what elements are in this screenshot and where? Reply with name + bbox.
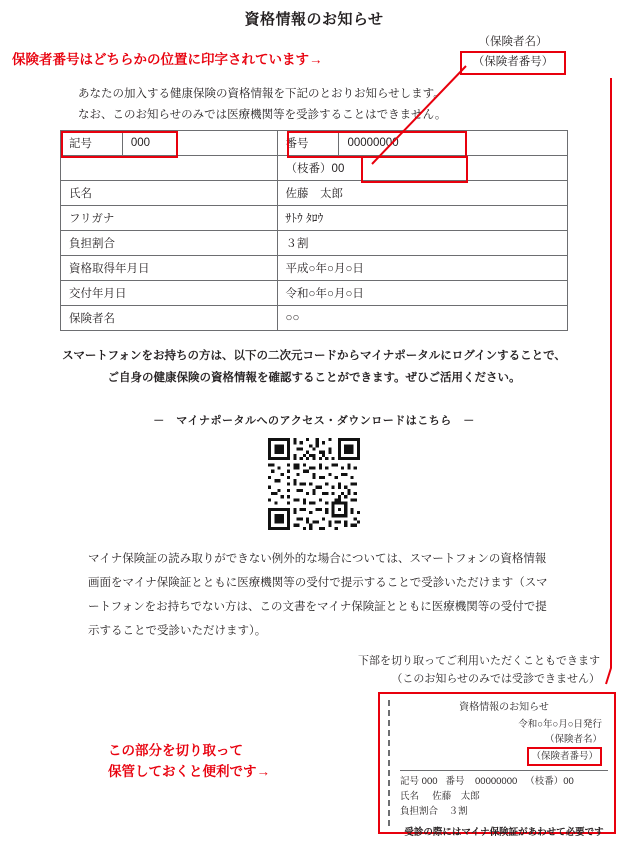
stub-row-futan: [400, 804, 608, 819]
stub-content: [388, 700, 608, 838]
cell-label-furigana: フリガナ: [61, 206, 278, 231]
promo-line-1: スマートフォンをお持ちの方は、以下の二次元コードからマイナポータルにログインすることで、: [62, 350, 566, 362]
stub-title: 資格情報のお知らせ: [459, 702, 549, 713]
table-row: [61, 131, 568, 156]
table-row: [61, 256, 568, 281]
insurer-number-label: （保険者番号）: [460, 51, 566, 75]
cell-bangou-value: 00000000: [339, 131, 568, 156]
cell-empty: [61, 156, 278, 181]
page-title: 資格情報のお知らせ: [244, 11, 384, 28]
insurer-name-label: （保険者名）: [478, 36, 548, 48]
stub-kigo-label: 記号: [400, 776, 420, 787]
cell-value-furigana: ｻﾄｳ ﾀﾛｳ: [277, 206, 567, 231]
cell-bangou-label: 番号: [277, 131, 339, 156]
cell-value-futan: ３割: [277, 231, 567, 256]
promo-line-2: ご自身の健康保険の資格情報を確認することができます。ぜひご活用ください。: [107, 372, 521, 384]
stub-issue-date: 令和○年○月○日発行: [518, 719, 602, 730]
qualification-table: [60, 130, 568, 331]
stub-insurer-name: （保険者名）: [544, 734, 602, 745]
table-row: [61, 206, 568, 231]
stub-divider: [400, 770, 608, 771]
cut-notice-line-2: （このお知らせのみでは受診できません）: [391, 673, 600, 685]
cell-value-hokensha: ○○: [277, 306, 567, 331]
stub-insurer-number: （保険者番号）: [527, 747, 602, 766]
qr-code-icon: [268, 438, 360, 530]
table-row: [61, 156, 568, 181]
table-row: [61, 281, 568, 306]
annotation-insurer-number: 保険者番号はどちらかの位置に印字されています→: [12, 52, 323, 67]
stub-insurer-number-wrap: [400, 747, 608, 766]
stub-name-value: 佐藤 太郎: [432, 791, 480, 802]
cell-label-hokensha: 保険者名: [61, 306, 278, 331]
stub-futan-value: ３割: [448, 806, 468, 817]
cell-value-name: 佐藤 太郎: [277, 181, 567, 206]
table-row: [61, 231, 568, 256]
cell-kigo-label: 記号: [61, 131, 123, 156]
detachable-stub: [378, 692, 616, 838]
intro-text: [78, 84, 446, 126]
stub-edaban: （枝番）00: [525, 776, 574, 787]
cell-label-name: 氏名: [61, 181, 278, 206]
cell-label-futan: 負担割合: [61, 231, 278, 256]
annotation-cut-here: [108, 740, 270, 782]
qr-code[interactable]: [268, 438, 360, 530]
intro-line-2: なお、このお知らせのみでは医療機関等を受診することはできません。: [78, 109, 447, 121]
exception-paragraph: マイナ保険証の読み取りができない例外的な場合については、スマートフォンの資格情報画面をマイナ保険証とともに医療機関等の受付で提示することで受診いただけます（スマートフォンをお持ちでない方は、この文書をマイナ保険証とともに医療機関等の受付で提示することで受診いただけます）。: [88, 553, 548, 637]
stub-futan-label: 負担割合: [400, 806, 439, 817]
table-row: [61, 306, 568, 331]
promo-text: [0, 345, 628, 389]
cell-value-shikaku: 平成○年○月○日: [277, 256, 567, 281]
cell-edaban-value: （枝番）00: [277, 156, 567, 181]
stub-footer-note: 受診の際にはマイナ保険証があわせて必要です: [404, 827, 604, 838]
cell-label-kofu: 交付年月日: [61, 281, 278, 306]
annotation-cut-line-2: 保管しておくと便利です→: [108, 764, 270, 779]
stub-kigo-value: 000: [421, 776, 438, 787]
cut-notice: [300, 652, 600, 688]
cut-notice-line-1: 下部を切り取ってご利用いただくこともできます: [358, 655, 600, 667]
cell-value-kofu: 令和○年○月○日: [277, 281, 567, 306]
stub-rows: [400, 774, 608, 819]
stub-bangou-label: 番号: [445, 776, 465, 787]
stub-row-number: [400, 774, 608, 789]
insurer-callout: [460, 34, 566, 75]
stub-name-label: 氏名: [400, 791, 420, 802]
table-row: [61, 181, 568, 206]
cell-label-shikaku: 資格取得年月日: [61, 256, 278, 281]
portal-access-line: － マイナポータルへのアクセス・ダウンロードはこちら －: [153, 415, 475, 427]
intro-line-1: あなたの加入する健康保険の資格情報を下記のとおりお知らせします。: [78, 88, 445, 100]
stub-row-name: [400, 789, 608, 804]
annotation-cut-line-1: この部分を切り取って: [108, 743, 243, 758]
cell-kigo-value: 000: [122, 131, 277, 156]
stub-bangou-value: 00000000: [475, 776, 518, 787]
